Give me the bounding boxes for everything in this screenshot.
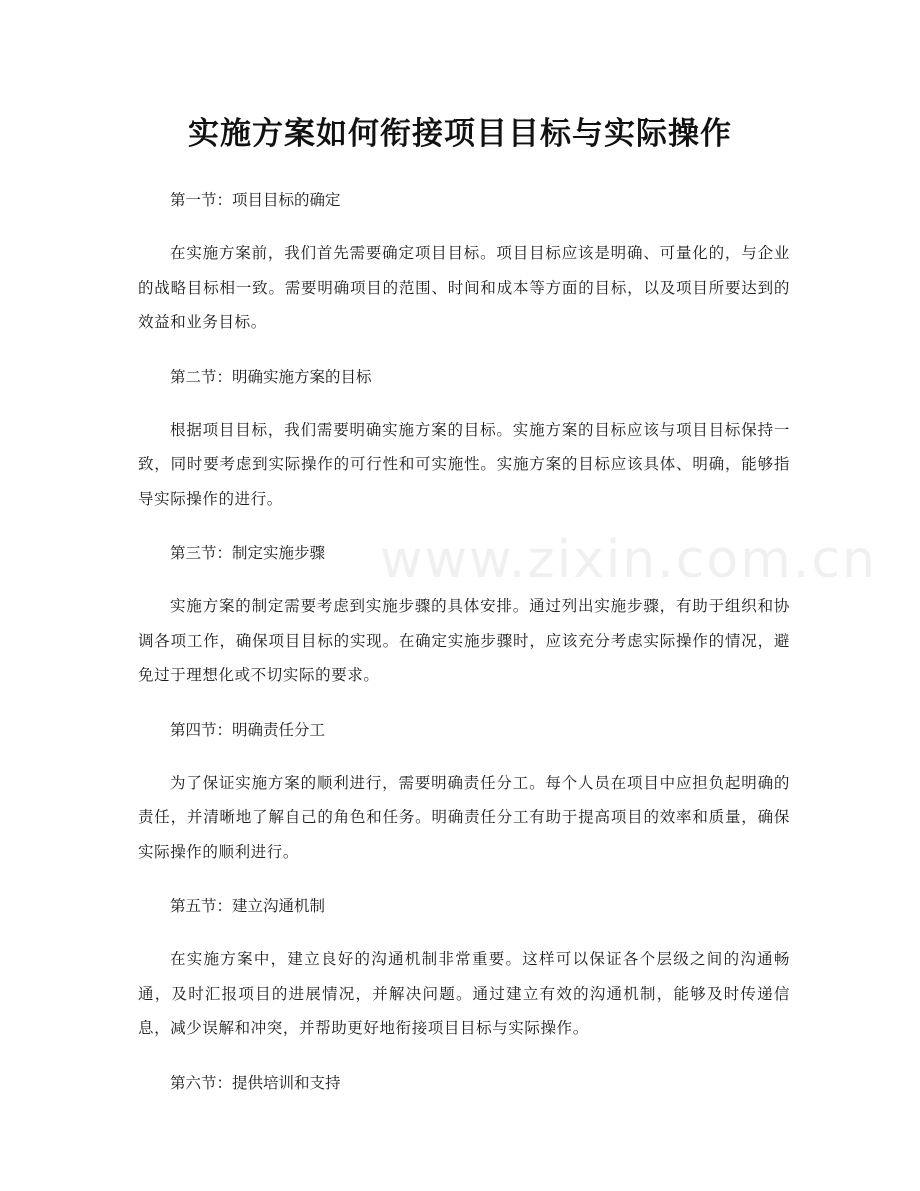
section-heading-3: 第三节：制定实施步骤	[170, 544, 326, 562]
section-paragraph-1: 在实施方案前，我们首先需要确定项目目标。项目目标应该是明确、可量化的，与企业的战略目标相一致。需要明确项目的范围、时间和成本等方面的目标，以及项目所要达到的效益和业务目标。	[138, 244, 790, 331]
watermark: www.zixin.com.cn	[380, 530, 877, 590]
section-heading-6: 第六节：提供培训和支持	[170, 1073, 341, 1092]
section-heading-2: 第二节：明确实施方案的目标	[170, 367, 372, 386]
document-body	[138, 178, 790, 1105]
section-heading-1: 第一节：项目目标的确定	[170, 191, 341, 209]
section-paragraph-3: 实施方案的制定需要考虑到实施步骤的具体安排。通过列出实施步骤，有助于组织和协调各项工作，确保项目目标的实现。在确定实施步骤时，应该充分考虑实际操作的情况，避免过于理想化或不切实际的要求。	[138, 597, 790, 684]
section-paragraph-5: 在实施方案中，建立良好的沟通机制非常重要。这样可以保证各个层级之间的沟通畅通，及时汇报项目的进展情况，并解决问题。通过建立有效的沟通机制，能够及时传递信息，减少误解和冲突，并帮助更好地衔接项目目标与实际操作。	[138, 950, 790, 1037]
section-heading-5: 第五节：建立沟通机制	[170, 897, 326, 915]
section-heading-4: 第四节：明确责任分工	[170, 720, 326, 739]
section-paragraph-2: 根据项目目标，我们需要明确实施方案的目标。实施方案的目标应该与项目目标保持一致，同时要考虑到实际操作的可行性和可实施性。实施方案的目标应该具体、明确，能够指导实际操作的进行。	[138, 420, 790, 508]
document-title: 实施方案如何衔接项目目标与实际操作	[188, 116, 732, 152]
section-paragraph-4: 为了保证实施方案的顺利进行，需要明确责任分工。每个人员在项目中应担负起明确的责任，并清晰地了解自己的角色和任务。明确责任分工有助于提高项目的效率和质量，确保实际操作的顺利进行。	[138, 773, 790, 861]
